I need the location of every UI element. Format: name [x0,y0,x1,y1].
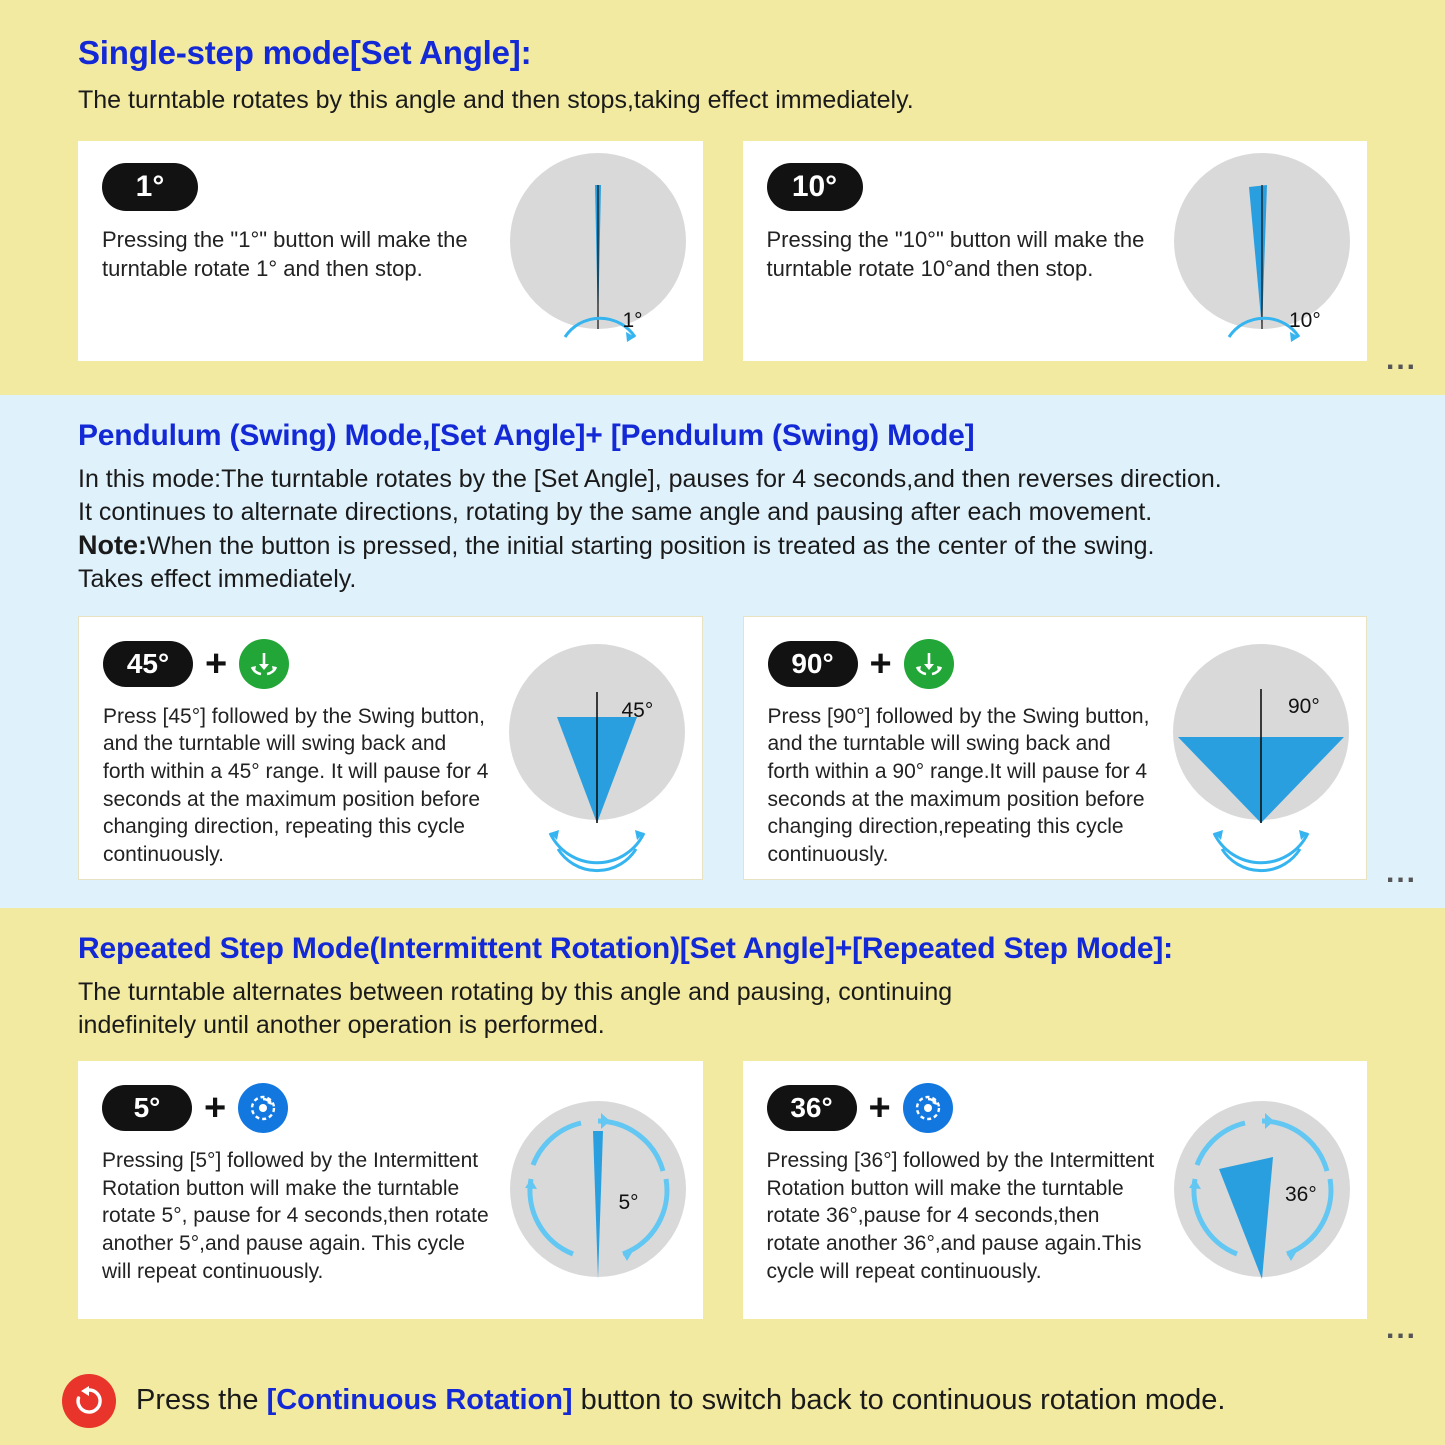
button-combo [102,1083,493,1133]
dial-label-45deg: 45° [621,698,654,722]
angle-button-1deg[interactable]: 1° [102,163,198,211]
desc-line-2: indefinitely until another operation is performed. [78,1010,605,1039]
section-single-step [0,0,1445,395]
card-description: Pressing the "10°" button will make the turntable rotate 10°and then stop. [766,226,1145,281]
footer-note [0,1360,1445,1445]
dial-label-90deg: 90° [1288,694,1320,718]
section-repeated-step [0,908,1445,1360]
button-combo [103,639,492,689]
dial-illustration [1167,1061,1367,1319]
card-description: Press [90°] followed by the Swing button, and the turntable will swing back and forth within a 90° range.It will pause for 4 seconds at the maximum position before changing direction,repeating this cycle continuously. [767,704,1150,867]
swing-icon[interactable] [239,639,289,689]
card-body [743,1061,1168,1319]
ellipsis-marker: ... [1385,343,1417,376]
dial-1deg [503,141,703,361]
card-single-step-1deg [78,141,703,361]
section-title-repeated-step: Repeated Step Mode(Intermittent Rotation)[Set Angle]+[Repeated Step Mode]: [78,932,1173,965]
dial-label-10deg: 10° [1289,308,1321,332]
card-body [78,141,503,361]
dial-label-1deg: 1° [622,308,643,332]
plus-sign: + [205,642,228,685]
card-row-repeated-step [0,1041,1445,1319]
card-single-step-10deg [743,141,1368,361]
card-pendulum-45deg [78,616,703,880]
ellipsis-marker: ... [1385,856,1417,889]
dial-illustration [1167,141,1367,361]
intermittent-rotation-icon[interactable] [903,1083,953,1133]
intermittent-rotation-icon[interactable] [238,1083,288,1133]
desc-line-3 [78,528,1375,563]
dial-10deg [1167,141,1367,361]
angle-button-90deg[interactable]: 90° [768,641,858,687]
note-label: Note: [78,530,147,560]
card-repeated-36deg [743,1061,1368,1319]
footer-text-after: button to switch back to continuous rotation mode. [572,1384,1226,1417]
ellipsis-marker: ... [1385,1312,1417,1345]
button-combo [102,163,493,211]
card-body [743,141,1168,361]
desc-line-1: The turntable alternates between rotating by this angle and pausing, continuing [78,978,953,1006]
plus-sign: + [204,1087,227,1129]
section-title-single-step: Single-step mode[Set Angle]: [78,34,532,71]
desc-line-1: In this mode:The turntable rotates by the [Set Angle], pauses for 4 seconds,and then reverses direction. [78,465,1222,493]
dial-illustration [502,617,702,879]
card-description: Pressing [5°] followed by the Intermittent Rotation button will make the turntable rotate 5°, pause for 4 seconds,then rotate another 5°,and pause again. This cycle will repeat continuously. [102,1149,489,1283]
section-desc-repeated-step [0,966,1445,1041]
note-text: When the button is pressed, the initial starting position is treated as the center of the swing. [147,532,1155,560]
card-description: Pressing the "1°" button will make the turntable rotate 1° and then stop. [102,226,468,281]
card-pendulum-90deg [743,616,1368,880]
card-description: Pressing [36°] followed by the Intermittent Rotation button will make the turntable rotate 36°,pause for 4 seconds,then rotate another 36°,and pause again.This cycle will repeat continuously. [766,1149,1155,1283]
card-body [78,1061,503,1319]
angle-button-5deg[interactable]: 5° [102,1085,192,1131]
dial-label-36deg: 36° [1285,1183,1317,1206]
dial-illustration [503,141,703,361]
angle-button-10deg[interactable]: 10° [767,163,863,211]
button-combo [768,639,1157,689]
plus-sign: + [868,1087,891,1129]
angle-button-45deg[interactable]: 45° [103,641,193,687]
section-desc-single-step: The turntable rotates by this angle and then stops,taking effect immediately. [78,86,914,114]
dial-illustration [1166,617,1366,879]
continuous-rotation-icon[interactable] [62,1374,116,1428]
card-body [744,617,1167,879]
dial-36deg [1167,1061,1367,1319]
dial-5deg [503,1061,703,1319]
card-row-pendulum [0,596,1445,880]
card-repeated-5deg [78,1061,703,1319]
dial-illustration [503,1061,703,1319]
card-row-single-step [0,117,1445,361]
section-desc-pendulum [0,453,1445,596]
button-combo [767,163,1158,211]
desc-line-4: Takes effect immediately. [78,565,357,594]
plus-sign: + [869,642,892,685]
swing-icon[interactable] [904,639,954,689]
footer-highlight: [Continuous Rotation] [266,1384,573,1417]
dial-label-5deg: 5° [618,1191,639,1214]
dial-45deg [502,617,702,881]
section-title-pendulum: Pendulum (Swing) Mode,[Set Angle]+ [Pendulum (Swing) Mode] [78,419,975,452]
card-body [79,617,502,879]
card-description: Press [45°] followed by the Swing button, and the turntable will swing back and forth within a 45° range. It will pause for 4 seconds at the maximum position before changing direction, repeating this cycle continuously. [103,704,489,867]
dial-90deg [1166,617,1366,881]
angle-button-36deg[interactable]: 36° [767,1085,857,1131]
footer-text [136,1383,1225,1418]
footer-text-before: Press the [136,1384,267,1417]
desc-line-2: It continues to alternate directions, rotating by the same angle and pausing after each movement. [78,497,1153,526]
button-combo [767,1083,1158,1133]
section-pendulum [0,395,1445,908]
